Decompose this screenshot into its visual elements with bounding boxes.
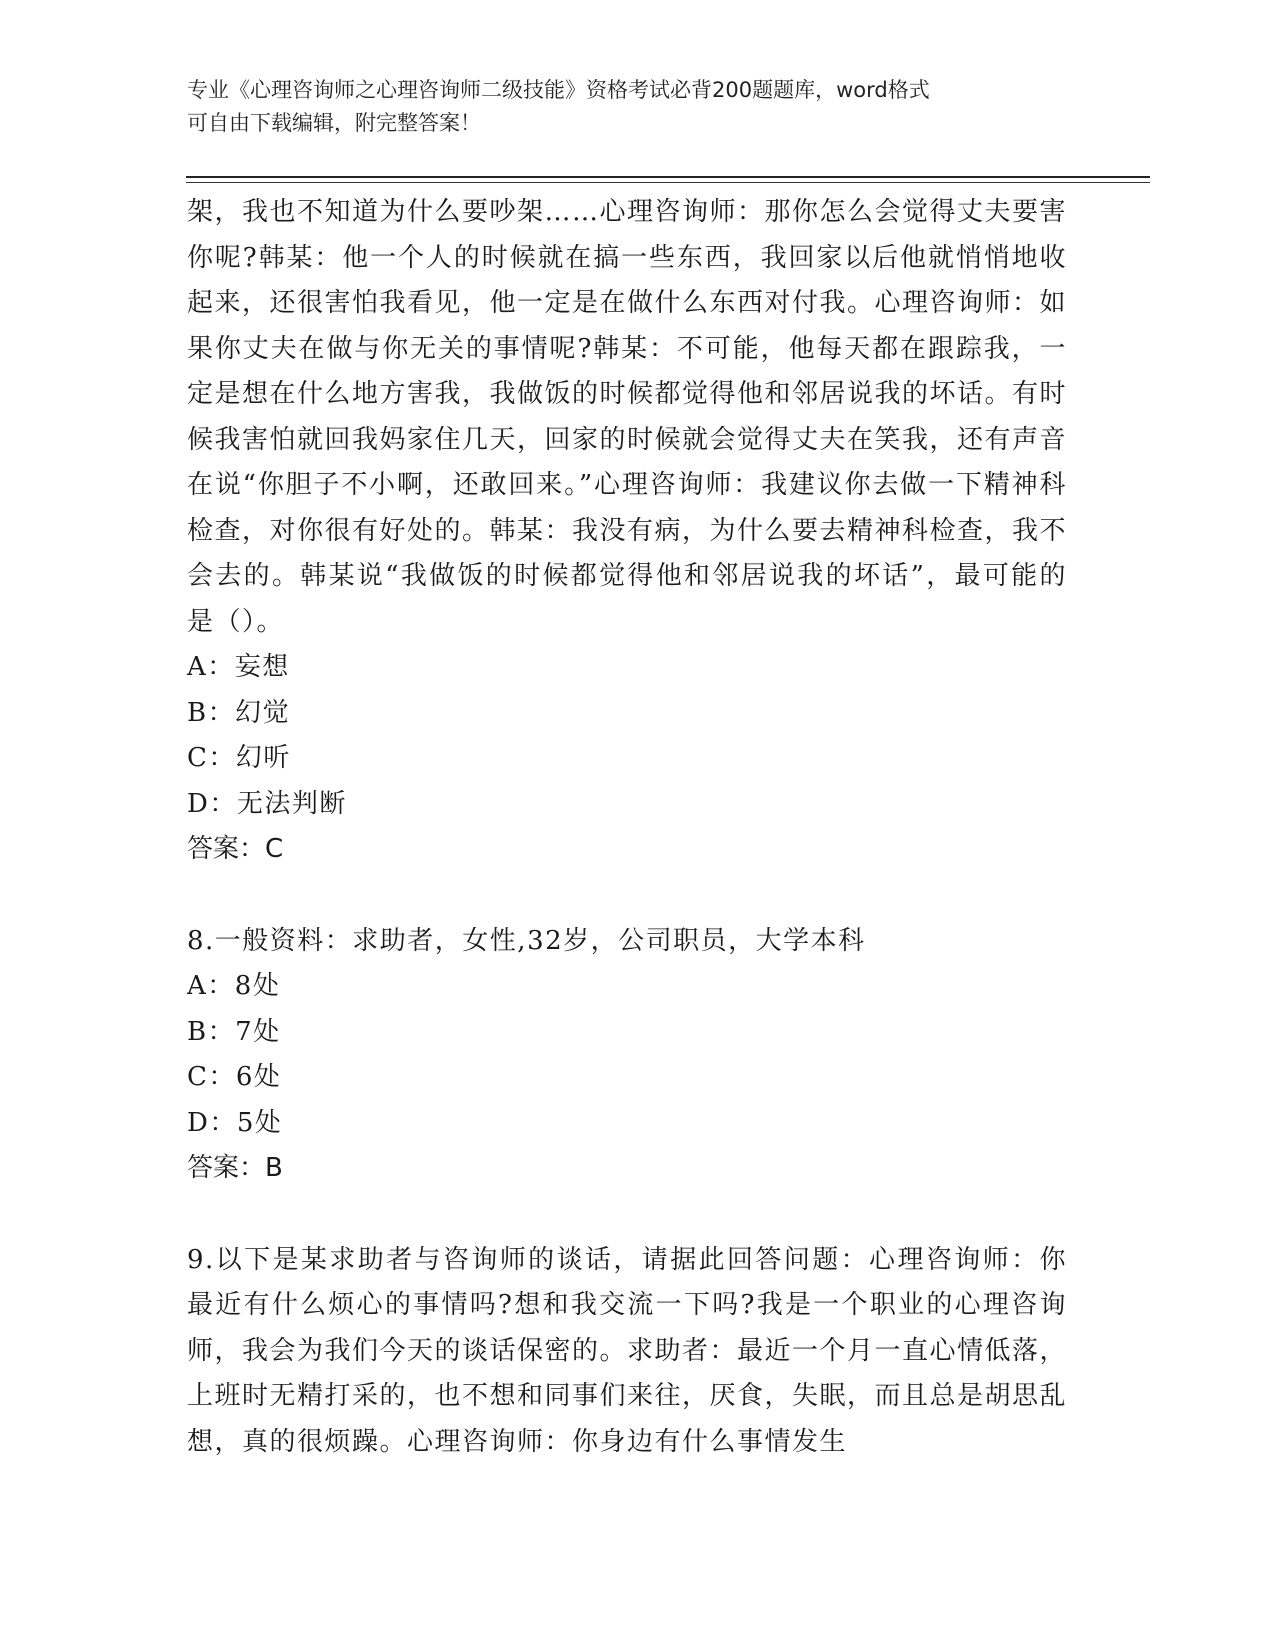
option-a: A：妄想 [187,652,290,682]
answer-line: 答案：C [187,834,284,864]
spacer [187,873,1067,919]
answer-line: 答案：B [187,1153,283,1183]
option-b: B：7处 [187,1016,281,1047]
document-header [187,74,1067,140]
document-body [187,190,1067,1465]
question-7 [187,190,1067,873]
question-text: 9.以下是某求助者与咨询师的谈话，请据此回答问题：心理咨询师：你最近有什么烦心的事情吗?想和我交流一下吗?我是一个职业的心理咨询师，我会为我们今天的谈话保密的。求助者：最近一个月一直心情低落，上班时无精打采的，也不想和同事们来往，厌食，失眠，而且总是胡思乱想，真的很烦躁。心理咨询师：你身边有什么事情发生 [187,1244,1068,1457]
question-8 [187,919,1067,1192]
option-c: C：6处 [187,1062,282,1092]
question-text: 8.一般资料：求助者，女性,32岁，公司职员，大学本科 [187,925,866,956]
header-title-line2: 可自由下载编辑，附完整答案！ [187,111,481,135]
header-rule-thick [186,176,1150,178]
option-c: C：幻听 [187,743,291,773]
spacer [187,1192,1067,1238]
header-title-line1: 专业《心理咨询师之心理咨询师二级技能》资格考试必背200题题库，word格式 [187,78,930,102]
question-9 [187,1238,1067,1466]
option-d: D：无法判断 [187,788,347,819]
question-text: 架，我也不知道为什么要吵架……心理咨询师：那你怎么会觉得丈夫要害你呢?韩某：他一个人的时候就在搞一些东西，我回家以后他就悄悄地收起来，还很害怕我看见，他一定是在做什么东西对付我。心理咨询师：如果你丈夫在做与你无关的事情呢?韩某：不可能，他每天都在跟踪我，一定是想在什么地方害我，我做饭的时候都觉得他和邻居说我的坏话。有时候我害怕就回我妈家住几天，回家的时候就会觉得丈夫在笑我，还有声音在说“你胆子不小啊，还敢回来。”心理咨询师：我建议你去做一下精神科检查，对你很有好处的。韩某：我没有病，为什么要去精神科检查，我不会去的。韩某说“我做饭的时候都觉得他和邻居说我的坏话”，最可能的是（）。 [187,197,1068,637]
option-a: A：8处 [187,971,281,1001]
option-b: B：幻觉 [187,697,291,728]
header-rule-thin [186,182,1150,183]
option-d: D：5处 [187,1107,283,1138]
